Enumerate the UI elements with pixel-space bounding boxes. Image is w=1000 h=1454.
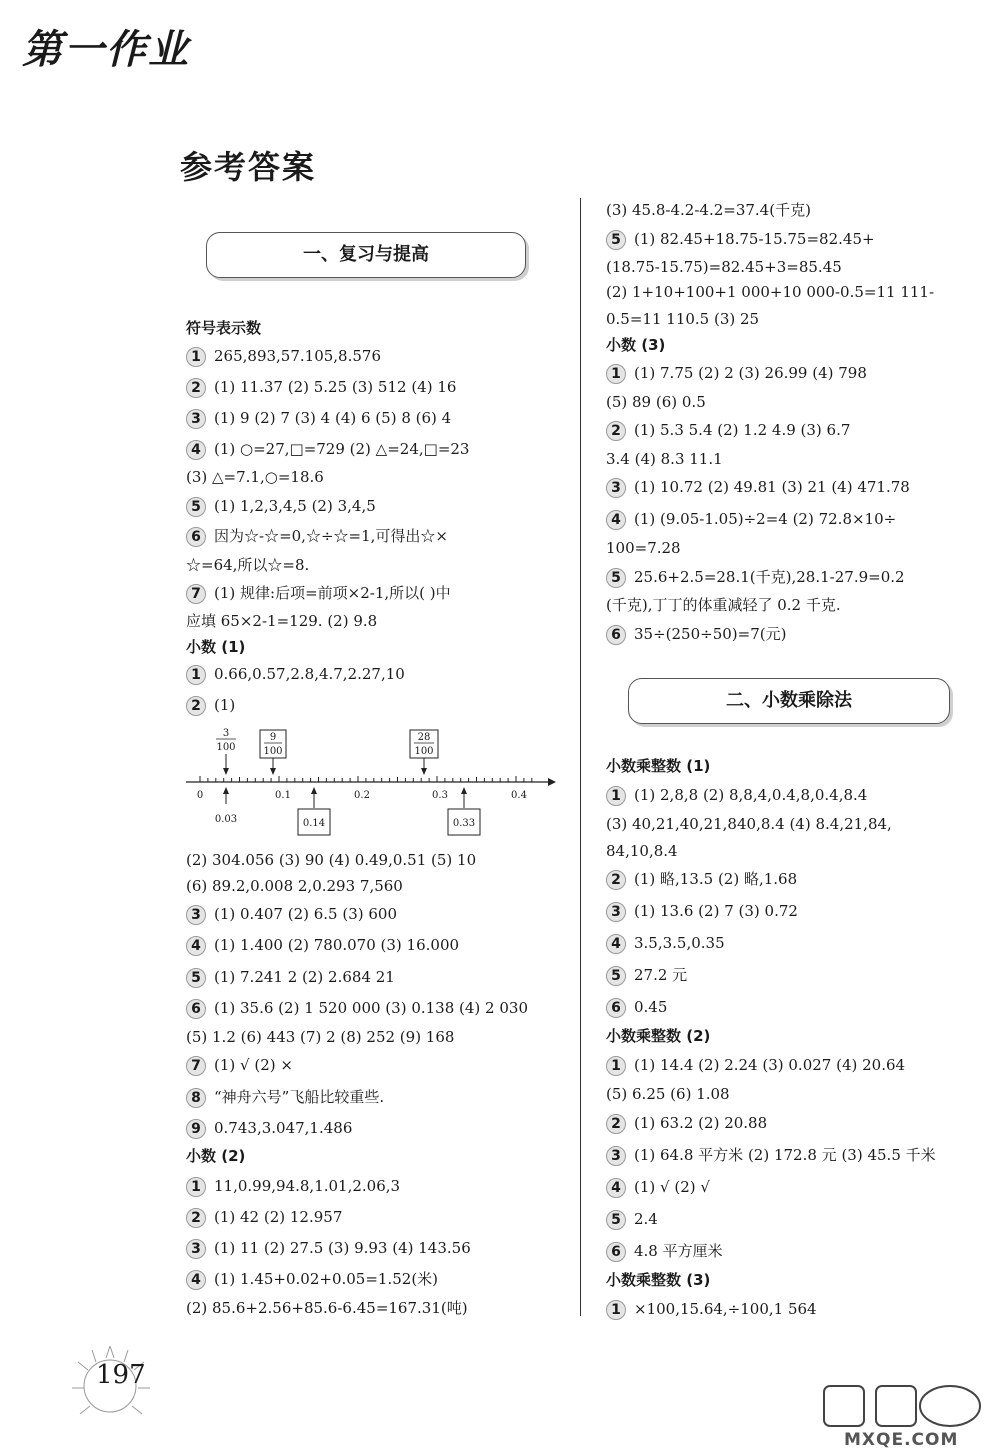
section-title: 二、小数乘除法: [726, 690, 852, 711]
answer-line: 8 “神舟六号”飞船比较重些.: [186, 1087, 384, 1108]
answer-line: 84,10,8.4: [606, 842, 678, 860]
question-number-badge: 6: [606, 1242, 626, 1262]
answer-line: 4 (1) 1.400 (2) 780.070 (3) 16.000: [186, 935, 459, 956]
answer-line: 6 0.45: [606, 997, 667, 1018]
question-number-badge: 4: [186, 1270, 206, 1290]
answer-line: 4 (1) √ (2) √: [606, 1177, 710, 1198]
question-number-badge: 2: [606, 870, 626, 890]
answer-line: (5) 1.2 (6) 443 (7) 2 (8) 252 (9) 168: [186, 1028, 455, 1046]
answer-line: (千克),丁丁的体重减轻了 0.2 千克.: [606, 596, 841, 614]
question-number-badge: 3: [606, 1146, 626, 1166]
answer-line: 4 3.5,3.5,0.35: [606, 933, 725, 954]
question-number-badge: 5: [606, 1210, 626, 1230]
answer-line: (3) 40,21,40,21,840,8.4 (4) 8.4,21,84,: [606, 815, 892, 833]
number-line-diagram: [186, 726, 556, 841]
answer-line: 3 (1) 9 (2) 7 (3) 4 (4) 6 (5) 8 (6) 4: [186, 408, 451, 429]
answer-line: 4 (1) (9.05-1.05)÷2=4 (2) 72.8×10÷: [606, 509, 896, 530]
axis-tick-label: 0.3: [432, 790, 448, 801]
question-number-badge: 1: [606, 364, 626, 384]
answer-line: 1 265,893,57.105,8.576: [186, 346, 381, 367]
question-number-badge: 3: [186, 409, 206, 429]
question-number-badge: 4: [606, 934, 626, 954]
question-number-badge: 1: [186, 1177, 206, 1197]
question-number-badge: 1: [606, 786, 626, 806]
question-number-badge: 1: [606, 1300, 626, 1320]
watermark-logo-icon: [818, 1380, 993, 1432]
axis-tick-label: 0.1: [275, 790, 291, 801]
answer-line: 5 27.2 元: [606, 965, 687, 986]
question-number-badge: 2: [606, 421, 626, 441]
answer-line: 3 (1) 13.6 (2) 7 (3) 0.72: [606, 901, 798, 922]
answer-line: 3.4 (4) 8.3 11.1: [606, 450, 723, 468]
axis-tick-label: 0.2: [354, 790, 370, 801]
subsection-heading: 符号表示数: [186, 319, 262, 337]
question-number-badge: 1: [186, 347, 206, 367]
fraction-denominator: 100: [216, 742, 236, 753]
answer-line: (18.75-15.75)=82.45+3=85.45: [606, 258, 842, 276]
question-number-badge: 8: [186, 1088, 206, 1108]
fraction-denominator: 100: [263, 746, 283, 757]
question-number-badge: 1: [606, 1056, 626, 1076]
subsection-heading: 小数 (3): [606, 336, 666, 354]
answer-line: 2 (1) 11.37 (2) 5.25 (3) 512 (4) 16: [186, 377, 456, 398]
answer-line: 4 (1) 1.45+0.02+0.05=1.52(米): [186, 1269, 438, 1290]
decimal-label: 0.03: [214, 814, 238, 825]
answer-line: (5) 89 (6) 0.5: [606, 393, 706, 411]
question-number-badge: 9: [186, 1119, 206, 1139]
section-title-box: [628, 678, 950, 724]
answer-line: 5 2.4: [606, 1209, 658, 1230]
section-title-box: [206, 232, 526, 278]
question-number-badge: 6: [186, 999, 206, 1019]
answer-line: 5 25.6+2.5=28.1(千克),28.1-27.9=0.2: [606, 567, 905, 588]
answer-line: 9 0.743,3.047,1.486: [186, 1118, 352, 1139]
answer-line: 2 (1) 略,13.5 (2) 略,1.68: [606, 869, 797, 890]
subsection-heading: 小数乘整数 (3): [606, 1271, 711, 1289]
answer-line: 100=7.28: [606, 539, 681, 557]
brand-logo: 第一作业: [22, 27, 190, 73]
answer-line: 2 (1) 42 (2) 12.957: [186, 1207, 342, 1228]
answer-line: (3) 45.8-4.2-4.2=37.4(千克): [606, 201, 811, 219]
question-number-badge: 6: [186, 527, 206, 547]
decimal-label: 0.14: [302, 818, 326, 829]
answer-line: ☆=64,所以☆=8.: [186, 556, 310, 574]
answer-line: 0.5=11 110.5 (3) 25: [606, 310, 760, 328]
answer-line: 1 (1) 2,8,8 (2) 8,8,4,0.4,8,0.4,8.4: [606, 785, 867, 806]
answer-line: 6 35÷(250÷50)=7(元): [606, 624, 786, 645]
question-number-badge: 4: [186, 936, 206, 956]
answer-line: 1 (1) 14.4 (2) 2.24 (3) 0.027 (4) 20.64: [606, 1055, 905, 1076]
question-number-badge: 5: [606, 568, 626, 588]
question-number-badge: 5: [606, 230, 626, 250]
question-number-badge: 3: [186, 1239, 206, 1259]
question-number-badge: 5: [186, 497, 206, 517]
question-number-badge: 6: [606, 998, 626, 1018]
fraction-numerator: 3: [222, 728, 230, 739]
question-number-badge: 7: [186, 584, 206, 604]
page-title: 参考答案: [180, 148, 317, 186]
subsection-heading: 小数乘整数 (1): [606, 757, 711, 775]
question-number-badge: 4: [186, 440, 206, 460]
subsection-heading: 小数 (1): [186, 638, 246, 656]
question-number-badge: 5: [606, 966, 626, 986]
answer-line: 2 (1) 5.3 5.4 (2) 1.2 4.9 (3) 6.7: [606, 420, 850, 441]
answer-line: 2 (1) 63.2 (2) 20.88: [606, 1113, 767, 1134]
answer-line: (2) 304.056 (3) 90 (4) 0.49,0.51 (5) 10: [186, 851, 477, 869]
answer-line: 1 (1) 7.75 (2) 2 (3) 26.99 (4) 798: [606, 363, 867, 384]
answer-line: 4 (1) ○=27,□=729 (2) △=24,□=23: [186, 439, 469, 460]
answer-line: 应填 65×2-1=129. (2) 9.8: [186, 612, 378, 630]
question-number-badge: 2: [606, 1114, 626, 1134]
decimal-label: 0.33: [452, 818, 476, 829]
page-number: 197: [96, 1360, 146, 1390]
answer-line: 6 因为☆-☆=0,☆÷☆=1,可得出☆×: [186, 526, 448, 547]
fraction-numerator: 28: [417, 732, 431, 743]
question-number-badge: 4: [606, 1178, 626, 1198]
answer-line: 6 (1) 35.6 (2) 1 520 000 (3) 0.138 (4) 2 030: [186, 998, 528, 1019]
answer-line: (2) 85.6+2.56+85.6-6.45=167.31(吨): [186, 1299, 468, 1317]
axis-tick-label: 0: [196, 790, 204, 801]
subsection-heading: 小数乘整数 (2): [606, 1027, 711, 1045]
answer-line: 3 (1) 0.407 (2) 6.5 (3) 600: [186, 904, 397, 925]
answer-line: 3 (1) 10.72 (2) 49.81 (3) 21 (4) 471.78: [606, 477, 910, 498]
question-number-badge: 4: [606, 510, 626, 530]
question-number-badge: 7: [186, 1056, 206, 1076]
column-divider: [580, 198, 581, 1316]
answer-line: 3 (1) 11 (2) 27.5 (3) 9.93 (4) 143.56: [186, 1238, 471, 1259]
section-title: 一、复习与提高: [303, 244, 429, 265]
question-number-badge: 3: [606, 902, 626, 922]
answer-line: 5 (1) 7.241 2 (2) 2.684 21: [186, 967, 395, 988]
answer-line: 5 (1) 82.45+18.75-15.75=82.45+: [606, 229, 875, 250]
answer-line: 1 ×100,15.64,÷100,1 564: [606, 1299, 817, 1320]
answer-line: (5) 6.25 (6) 1.08: [606, 1085, 730, 1103]
axis-tick-label: 0.4: [511, 790, 527, 801]
watermark-text: MXQE.COM: [844, 1430, 959, 1450]
fraction-numerator: 9: [269, 732, 277, 743]
answer-line: 1 0.66,0.57,2.8,4.7,2.27,10: [186, 664, 405, 685]
answer-line: 5 (1) 1,2,3,4,5 (2) 3,4,5: [186, 496, 376, 517]
question-number-badge: 2: [186, 696, 206, 716]
answer-line: 3 (1) 64.8 平方米 (2) 172.8 元 (3) 45.5 千米: [606, 1145, 936, 1166]
question-number-badge: 3: [186, 905, 206, 925]
fraction-denominator: 100: [414, 746, 434, 757]
question-number-badge: 2: [186, 378, 206, 398]
answer-line: (6) 89.2,0.008 2,0.293 7,560: [186, 877, 403, 895]
answer-line: 7 (1) √ (2) ×: [186, 1055, 293, 1076]
question-number-badge: 1: [186, 665, 206, 685]
question-number-badge: 2: [186, 1208, 206, 1228]
question-number-badge: 5: [186, 968, 206, 988]
answer-line: (3) △=7.1,○=18.6: [186, 468, 324, 486]
answer-line: 1 11,0.99,94.8,1.01,2.06,3: [186, 1176, 400, 1197]
subsection-heading: 小数 (2): [186, 1147, 246, 1165]
answer-line: 6 4.8 平方厘米: [606, 1241, 723, 1262]
question-number-badge: 6: [606, 625, 626, 645]
question-number-badge: 3: [606, 478, 626, 498]
answer-line: 7 (1) 规律:后项=前项×2-1,所以( )中: [186, 583, 451, 604]
answer-line: 2 (1): [186, 695, 235, 716]
answer-line: (2) 1+10+100+1 000+10 000-0.5=11 111-: [606, 283, 935, 301]
